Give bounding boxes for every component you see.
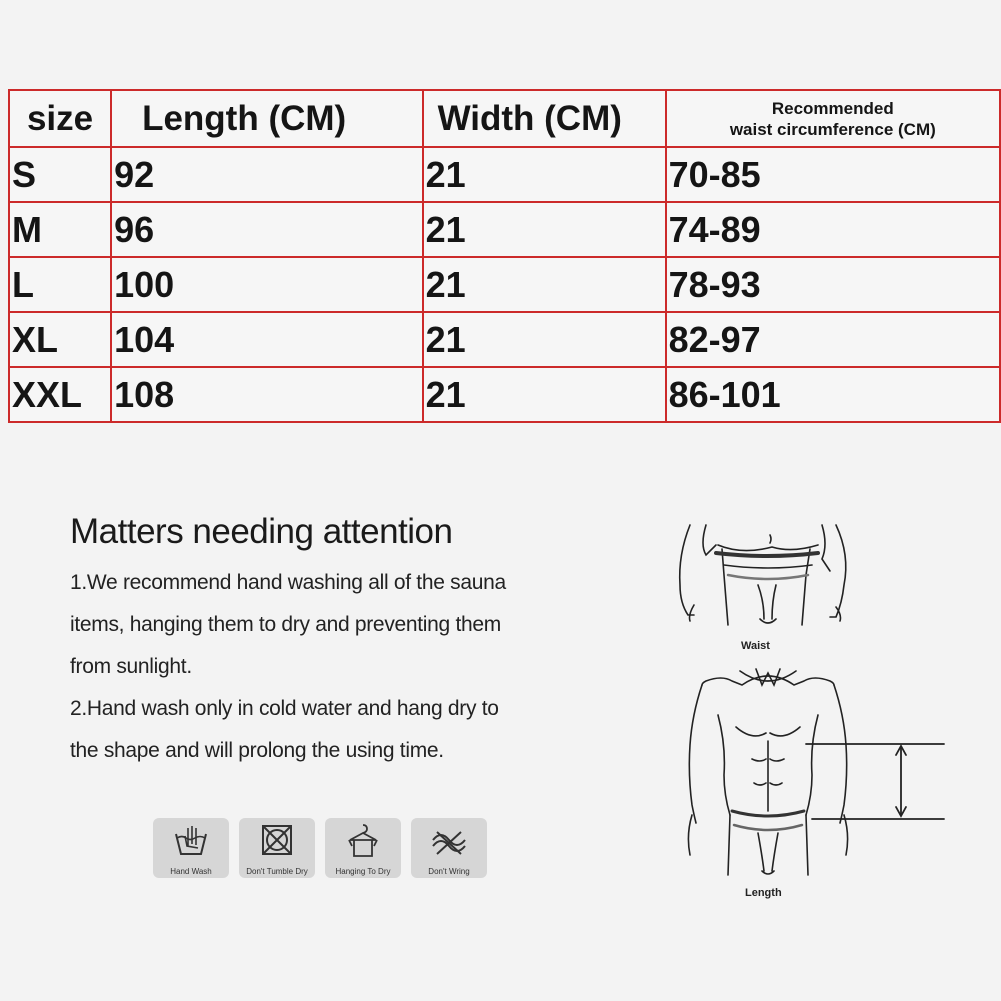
body-outline-illustration (672, 515, 982, 915)
care-notes (70, 512, 610, 772)
table-row (9, 202, 1000, 257)
cell-width: 21 (423, 257, 666, 312)
cell-width: 21 (423, 147, 666, 202)
cell-length: 92 (111, 147, 422, 202)
cell-length: 104 (111, 312, 422, 367)
care-do-not-wring (411, 818, 487, 878)
cell-size: XL (9, 312, 111, 367)
table-row (9, 257, 1000, 312)
cell-width: 21 (423, 202, 666, 257)
cell-waist: 82-97 (666, 312, 1000, 367)
care-label: Hanging To Dry (335, 867, 391, 876)
hang-to-dry-icon (345, 822, 381, 862)
care-label: Don't Wring (428, 867, 470, 876)
note-line: the shape and will prolong the using time. (70, 739, 444, 762)
size-chart-table (8, 89, 1001, 423)
table-row (9, 367, 1000, 422)
measurement-figure (672, 515, 982, 920)
table-header-row (9, 90, 1000, 147)
notes-title: Matters needing attention (70, 512, 453, 551)
care-hang-to-dry (325, 818, 401, 878)
note-line: items, hanging them to dry and preventing them (70, 613, 501, 636)
cell-waist: 70-85 (666, 147, 1000, 202)
waist-label: Waist (741, 640, 770, 652)
note-line: from sunlight. (70, 655, 192, 678)
cell-width: 21 (423, 367, 666, 422)
header-waist-line1: Recommended (771, 98, 894, 118)
cell-waist: 74-89 (666, 202, 1000, 257)
no-tumble-dry-icon (259, 822, 295, 862)
cell-size: M (9, 202, 111, 257)
care-icons-row (153, 818, 487, 878)
care-label: Hand Wash (170, 867, 212, 876)
table-row (9, 147, 1000, 202)
table-row (9, 312, 1000, 367)
cell-length: 96 (111, 202, 422, 257)
header-length: Length (CM) (111, 90, 422, 147)
care-label: Don't Tumble Dry (246, 867, 308, 876)
cell-length: 100 (111, 257, 422, 312)
cell-size: S (9, 147, 111, 202)
do-not-wring-icon (431, 822, 467, 862)
hand-wash-icon (173, 822, 209, 862)
cell-length: 108 (111, 367, 422, 422)
cell-waist: 86-101 (666, 367, 1000, 422)
care-no-tumble-dry (239, 818, 315, 878)
cell-waist: 78-93 (666, 257, 1000, 312)
cell-size: XXL (9, 367, 111, 422)
cell-size: L (9, 257, 111, 312)
note-line: 2.Hand wash only in cold water and hang dry to (70, 697, 499, 720)
header-waist-line2: waist circumference (CM) (729, 119, 936, 139)
cell-width: 21 (423, 312, 666, 367)
note-line: 1.We recommend hand washing all of the sauna (70, 571, 506, 594)
header-size: size (9, 90, 111, 147)
header-width: Width (CM) (423, 90, 666, 147)
care-hand-wash (153, 818, 229, 878)
header-waist (666, 90, 1000, 147)
length-label: Length (745, 887, 782, 899)
